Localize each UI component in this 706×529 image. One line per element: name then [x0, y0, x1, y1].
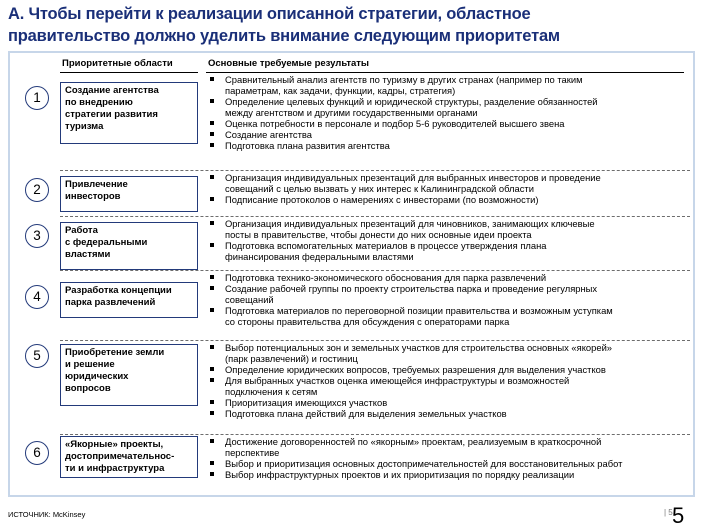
- result-item-line: Определение юридических вопросов, требуемых разрешения для выделения участков: [225, 364, 606, 375]
- result-item: [208, 397, 688, 408]
- results-list: [208, 74, 688, 151]
- result-item-line: со стороны правительства для обсуждения с операторами парка: [225, 316, 510, 327]
- priority-area-line: «Якорные» проекты,: [65, 439, 164, 450]
- result-item-line: Выбор и приоритизация основных достопримечательностей для восстановительных работ: [225, 458, 623, 469]
- result-item: [208, 469, 688, 480]
- result-item-line: Определение целевых функций и юридической структуры, разделение обязанностей: [225, 96, 598, 107]
- page-title: [8, 3, 698, 47]
- result-item-line: Выбор инфраструктурных проектов и их приоритизация по порядку реализации: [225, 469, 575, 480]
- priority-area-box: [60, 176, 198, 212]
- row-divider: [60, 270, 690, 271]
- priority-number: 3: [25, 224, 49, 248]
- result-item-line: посты в правительстве, чтобы донести до них основные идеи проекта: [225, 229, 532, 240]
- result-item-line: Подготовка материалов по переговорной позиции правительства и возможным уступкам: [225, 305, 613, 316]
- results-list: [208, 342, 688, 419]
- result-item: [208, 172, 688, 194]
- priority-area-line: инвесторов: [65, 191, 121, 202]
- priority-area-line: Разработка концепции: [65, 285, 172, 296]
- priority-area-line: парка развлечений: [65, 297, 156, 308]
- priority-area-line: туризма: [65, 121, 104, 132]
- priority-area-line: властями: [65, 249, 111, 260]
- result-item: [208, 375, 688, 397]
- priority-area-line: юридических: [65, 371, 129, 382]
- result-item-line: (парк развлечений) и гостиниц: [225, 353, 358, 364]
- result-item-line: Выбор потенциальных зон и земельных участков для строительства основных «якорей»: [225, 342, 613, 353]
- result-item: [208, 194, 688, 205]
- result-item-line: Для выбранных участков оценка имеющейся инфраструктуры и возможностей: [225, 375, 570, 386]
- priority-area-box: [60, 344, 198, 406]
- result-item: [208, 283, 688, 305]
- result-item-line: Оценка потребности в персонале и подбор 5-6 руководителей высшего звена: [225, 118, 565, 129]
- result-item-line: Подготовка плана действий для выделения земельных участков: [225, 408, 507, 419]
- result-item-line: параметрам, как задачи, функции, кадры, стратегия): [225, 85, 456, 96]
- result-item: [208, 436, 688, 458]
- priority-number: 1: [25, 86, 49, 110]
- result-item-line: Создание агентства: [225, 129, 312, 140]
- result-item: [208, 364, 688, 375]
- column-header-results-rule: [206, 72, 684, 73]
- result-item: [208, 458, 688, 469]
- result-item-line: Подписание протоколов о намерениях с инвесторами (по возможности): [225, 194, 539, 205]
- result-item-line: Достижение договоренностей по «якорным» проектам, реализуемым в краткосрочной: [225, 436, 602, 447]
- result-item-line: между агентством и другими государственными органами: [225, 107, 478, 118]
- priority-area-line: по внедрению: [65, 97, 133, 108]
- column-header-areas-rule: [60, 72, 198, 73]
- result-item: [208, 140, 688, 151]
- result-item-line: подключения к сетям: [225, 386, 318, 397]
- row-divider: [60, 434, 690, 435]
- source-note: ИСТОЧНИК: McKinsey: [8, 510, 86, 519]
- result-item-line: Создание рабочей группы по проекту строительства парка и проведение регулярных: [225, 283, 598, 294]
- priority-area-line: Работа: [65, 225, 98, 236]
- result-item-line: Подготовка плана развития агентства: [225, 140, 390, 151]
- result-item: [208, 74, 688, 96]
- result-item: [208, 129, 688, 140]
- page-title-line-1: А. Чтобы перейти к реализации описанной стратегии, областное: [8, 5, 531, 23]
- results-list: [208, 172, 688, 205]
- result-item-line: перспективе: [225, 447, 280, 458]
- results-list: [208, 436, 688, 480]
- result-item-line: совещаний с целью вызвать у них интерес к Калининградской области: [225, 183, 534, 194]
- priority-number: 5: [25, 344, 49, 368]
- result-item-line: финансирования федеральными властями: [225, 251, 414, 262]
- priority-number: 6: [25, 441, 49, 465]
- priority-area-line: и решение: [65, 359, 115, 370]
- result-item-line: Сравнительный анализ агентств по туризму в других странах (например по таким: [225, 74, 583, 85]
- column-header-results: Основные требуемые результаты: [208, 58, 370, 69]
- priority-area-box: [60, 222, 198, 270]
- result-item: [208, 118, 688, 129]
- priority-area-line: Приобретение земли: [65, 347, 165, 358]
- result-item: [208, 305, 688, 327]
- row-divider: [60, 170, 690, 171]
- priority-area-line: с федеральными: [65, 237, 148, 248]
- priority-area-line: Создание агентства: [65, 85, 159, 96]
- priority-area-line: достопримечательнос-: [65, 451, 175, 462]
- page-number: 5: [672, 503, 685, 528]
- priority-area-line: Привлечение: [65, 179, 128, 190]
- result-item-line: совещаний: [225, 294, 274, 305]
- priority-area-box: [60, 82, 198, 144]
- priority-area-box: [60, 282, 198, 318]
- row-divider: [60, 216, 690, 217]
- result-item: [208, 96, 688, 118]
- priority-area-line: вопросов: [65, 383, 111, 394]
- result-item-line: Подготовка технико-экономического обоснования для парка развлечений: [225, 272, 547, 283]
- priority-area-line: ти и инфраструктура: [65, 463, 165, 474]
- result-item: [208, 218, 688, 240]
- result-item-line: Приоритизация имеющихся участков: [225, 397, 388, 408]
- results-list: [208, 218, 688, 262]
- result-item: [208, 272, 688, 283]
- result-item: [208, 342, 688, 364]
- priority-number: 2: [25, 178, 49, 202]
- result-item-line: Организация индивидуальных презентаций для выбранных инвесторов и проведение: [225, 172, 601, 183]
- row-divider: [60, 340, 690, 341]
- column-header-areas: Приоритетные области: [62, 58, 173, 69]
- page-title-line-2: правительство должно уделить внимание следующим приоритетам: [8, 27, 560, 45]
- priority-area-box: [60, 436, 198, 478]
- result-item-line: Подготовка вспомогательных материалов в процессе утверждения плана: [225, 240, 547, 251]
- priority-number: 4: [25, 285, 49, 309]
- result-item: [208, 240, 688, 262]
- results-list: [208, 272, 688, 327]
- result-item: [208, 408, 688, 419]
- priority-area-line: стратегии развития: [65, 109, 158, 120]
- result-item-line: Организация индивидуальных презентаций для чиновников, занимающих ключевые: [225, 218, 595, 229]
- page-mark: | 5: [664, 508, 673, 517]
